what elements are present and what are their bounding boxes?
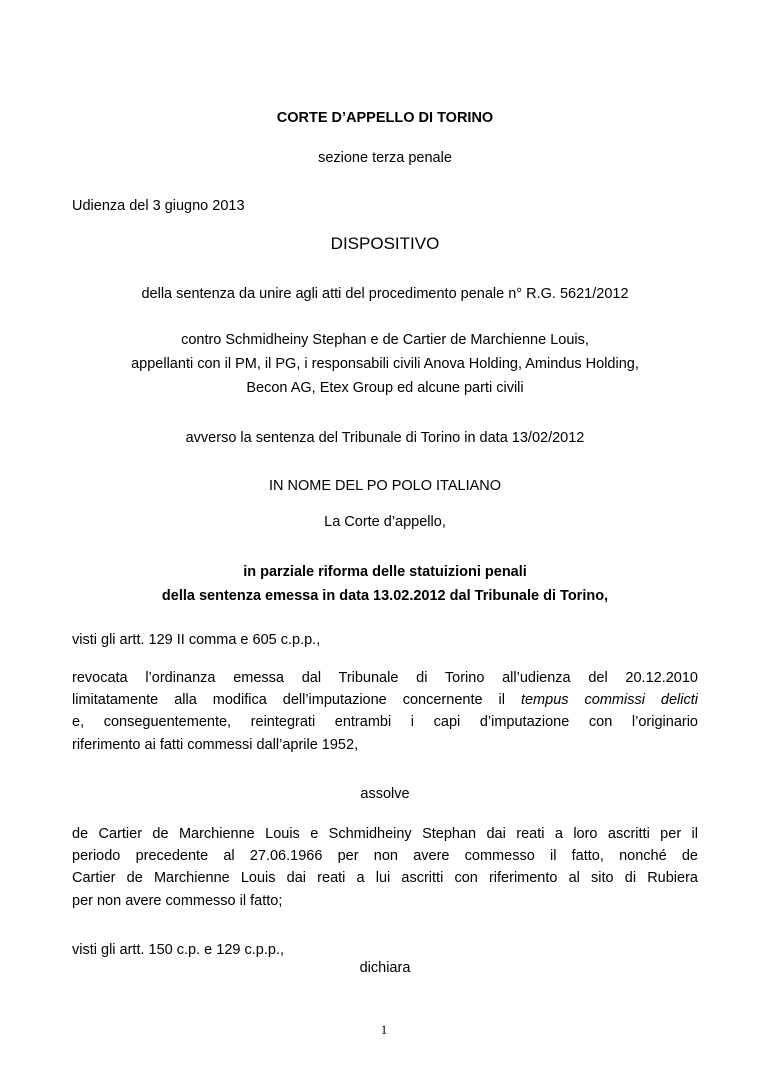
decartier-paragraph — [72, 823, 698, 912]
decartier-line-2: periodo precedente al 27.06.1966 per non avere commesso il fatto, nonché de — [72, 848, 698, 865]
revocata-line-3: e, conseguentemente, reintegrati entrambi i capi d’imputazione con l’originario — [72, 714, 698, 731]
revocata-line-4: riferimento ai fatti commessi dall’aprile 1952, — [72, 736, 359, 753]
document-title: DISPOSITIVO — [330, 234, 440, 253]
visti-articles-1: visti gli artt. 129 II comma e 605 c.p.p., — [72, 632, 321, 648]
reform-line-2: della sentenza emessa in data 13.02.2012 dal Tribunale di Torino, — [161, 588, 609, 604]
revocata-line-1: revocata l’ordinanza emessa dal Tribunale di Torino all’udienza del 20.12.2010 — [72, 670, 698, 686]
revocata-line-2 — [72, 689, 698, 711]
intro-procedure: della sentenza da unire agli atti del procedimento penale n° R.G. 5621/2012 — [141, 286, 629, 302]
court-section: sezione terza penale — [318, 150, 452, 166]
intro-appealed-sentence: avverso la sentenza del Tribunale di Torino in data 13/02/2012 — [185, 430, 585, 446]
intro-defendants: contro Schmidheiny Stephan e de Cartier de Marchienne Louis, — [181, 332, 589, 348]
revocata-latin-term: tempus commissi delicti — [520, 692, 698, 709]
intro-appellants: appellanti con il PM, il PG, i responsabili civili Anova Holding, Amindus Holding, — [131, 356, 639, 372]
hearing-date: Udienza del 3 giugno 2013 — [72, 198, 245, 214]
formula-people: IN NOME DEL PO POLO ITALIANO — [268, 478, 502, 494]
verdict-assolve: assolve — [360, 786, 410, 802]
visti-articles-2: visti gli artt. 150 c.p. e 129 c.p.p., — [72, 942, 284, 958]
page-number: 1 — [380, 1022, 388, 1037]
decartier-line-1: de Cartier de Marchienne Louis e Schmidheiny Stephan dai reati a loro ascritti per il — [72, 826, 698, 842]
revocata-line-2-text: limitatamente alla modifica dell’imputazione concernente il — [72, 692, 521, 709]
decartier-line-3: Cartier de Marchienne Louis dai reati a lui ascritti con riferimento al sito di Rubiera — [72, 870, 698, 887]
court-title: CORTE D’APPELLO DI TORINO — [276, 110, 494, 126]
intro-parties: Becon AG, Etex Group ed alcune parti civili — [246, 380, 524, 396]
decartier-line-4: per non avere commesso il fatto; — [72, 892, 283, 909]
reform-line-1: in parziale riforma delle statuizioni penali — [243, 564, 527, 580]
revocata-paragraph — [72, 667, 698, 756]
formula-court: La Corte d’appello, — [324, 514, 446, 530]
verdict-dichiara: dichiara — [359, 960, 411, 976]
